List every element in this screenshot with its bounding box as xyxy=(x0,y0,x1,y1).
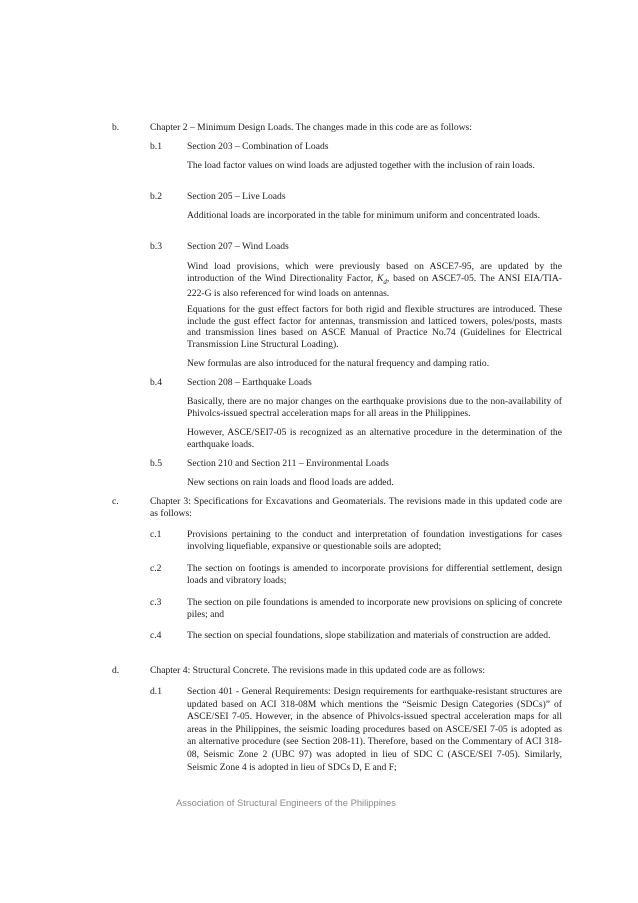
item-b5-label: b.5 xyxy=(150,458,162,469)
item-b3-para-1-b: , based on ASCE7-05. The ANSI EIA/TIA-222-G is also referenced for wind loads on antennas. xyxy=(187,272,562,300)
item-b2-heading: Section 205 – Live Loads xyxy=(187,191,286,202)
item-b3-para-1-a: Wind load provisions, which were previously based on ASCE7-95, are updated by the introduction of the Wind Directionality Factor, xyxy=(187,261,562,284)
kd-subscript: d xyxy=(383,277,387,286)
item-b3-para-2: Equations for the gust effect factors for both rigid and flexible structures are introduced. These include the gust effect factor for antennas, transmission and latticed towers, poles/posts, masts and transmission lines based on ASCE Manual of Practice No.74 (Guidelines for Electrical Transmission Line Structural Loading). xyxy=(187,304,562,350)
item-c3-label: c.3 xyxy=(150,597,162,608)
item-c4-text: The section on special foundations, slope stabilization and materials of construction are added. xyxy=(187,630,551,641)
item-b1-para: The load factor values on wind loads are adjusted together with the inclusion of rain loads. xyxy=(187,160,535,171)
item-b4-heading: Section 208 – Earthquake Loads xyxy=(187,377,312,388)
item-b5-heading: Section 210 and Section 211 – Environmental Loads xyxy=(187,458,389,469)
item-b1-heading: Section 203 – Combination of Loads xyxy=(187,141,329,152)
item-c3-text: The section on pile foundations is amended to incorporate new provisions on splicing of concrete piles; and xyxy=(187,597,562,620)
item-c2-text: The section on footings is amended to incorporate provisions for differential settlement, design loads and vibratory loads; xyxy=(187,563,562,586)
item-b4-para-2: However, ASCE/SEI7-05 is recognized as an alternative procedure in the determination of the earthquake loads. xyxy=(187,427,562,450)
section-c-label: c. xyxy=(112,496,119,507)
item-d1-label: d.1 xyxy=(150,686,162,697)
item-c2-label: c.2 xyxy=(150,563,162,574)
section-b-label: b. xyxy=(112,122,120,133)
section-b-title: Chapter 2 – Minimum Design Loads. The changes made in this code are as follows: xyxy=(150,122,472,133)
section-c-title: Chapter 3: Specifications for Excavations and Geomaterials. The revisions made in this updated code are as follows: xyxy=(150,496,562,519)
page-footer: Association of Structural Engineers of the Philippines xyxy=(176,797,396,808)
item-b3-para-1 xyxy=(187,261,562,300)
item-b3-para-3: New formulas are also introduced for the natural frequency and damping ratio. xyxy=(187,358,490,369)
item-c1-text: Provisions pertaining to the conduct and interpretation of foundation investigations for cases involving liquefiable, expansive or questionable soils are adopted; xyxy=(187,529,562,552)
item-b2-label: b.2 xyxy=(150,191,162,202)
item-b4-label: b.4 xyxy=(150,377,162,388)
item-b1-label: b.1 xyxy=(150,141,162,152)
kd-symbol: K xyxy=(377,272,384,284)
section-d-label: d. xyxy=(112,665,120,676)
section-d-title: Chapter 4: Structural Concrete. The revisions made in this updated code are as follows: xyxy=(150,665,485,676)
item-c4-label: c.4 xyxy=(150,630,162,641)
item-b4-para-1: Basically, there are no major changes on the earthquake provisions due to the non-availability of Phivolcs-issued spectral acceleration maps for all areas in the Philippines. xyxy=(187,396,562,419)
item-b5-para: New sections on rain loads and flood loads are added. xyxy=(187,477,394,488)
item-b3-heading: Section 207 – Wind Loads xyxy=(187,241,289,252)
item-c1-label: c.1 xyxy=(150,529,162,540)
item-d1-text: Section 401 - General Requirements: Design requirements for earthquake-resistant structures are updated based on ACI 318-08M which mentions the “Seismic Design Categories (SDCs)” of ASCE/SEI 7-05. However, in the absence of Phivolcs-issued spectral acceleration maps for all areas in the Philippines, the seismic loading procedures based on ASCE/SEI 7-05 is adopted as an alternative procedure (see Section 208-11). Therefore, based on the Commentary of ACI 318-08, Seismic Zone 2 (UBC 97) was adopted in lieu of SDC C (ASCE/SEI 7-05). Similarly, Seismic Zone 4 is adopted in lieu of SDCs D, E and F; xyxy=(187,686,562,773)
item-b3-label: b.3 xyxy=(150,241,162,252)
item-b2-para: Additional loads are incorporated in the table for minimum uniform and concentrated loads. xyxy=(187,210,540,221)
